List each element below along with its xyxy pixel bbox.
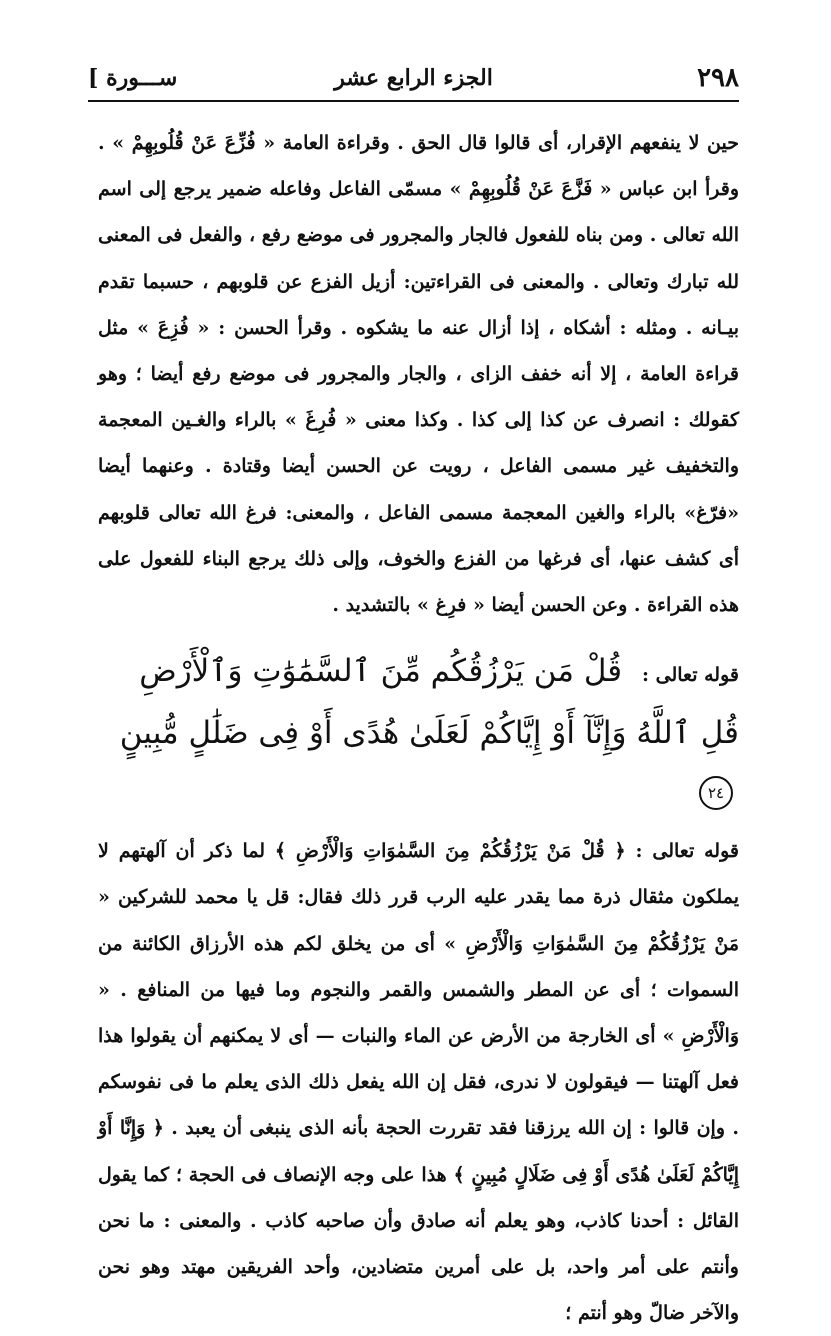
- verse-intro: قوله تعالى :: [642, 664, 739, 687]
- verse-text: قُلْ مَن يَرْزُقُكُم مِّنَ ٱلسَّمَٰوَٰتِ وَٱلْأَرْضِ قُلِ ٱللَّهُ وَإِنَّآ أَوْ إِيَّاكُمْ لَعَلَىٰ هُدًى أَوْ فِى ضَلَٰلٍ مُّبِينٍ: [119, 653, 739, 752]
- ayah-number-marker: ٢٤: [699, 776, 733, 810]
- surah-name: [ ســـورة: [88, 65, 178, 91]
- running-title: الجزء الرابع عشر: [334, 65, 493, 91]
- commentary-paragraph: قوله تعالى : ﴿ قُلْ مَنْ يَرْزُقُكُمْ مِنَ السَّمٰوَاتِ وَالْأَرْضِ ﴾ لما ذكر أن آلهتهم لا يملكون مثقال ذرة مما يقدر عليه الرب قرر ذلك فقال: قل يا محمد للشركين « مَنْ يَرْزُقُكُمْ مِنَ السَّمٰوَاتِ وَالْأَرْضِ » أى من يخلق لكم هذه الأرزاق الكائنة من السموات ؛ أى عن المطر والشمس والقمر والنجوم وما فيها من المنافع . « وَالْأَرْضِ » أى الخارجة من الأرض عن الماء والنبات — أى لا يمكنهم أن يقولوا هذا فعل آلهتنا — فيقولون لا ندرى، فقل إن الله يفعل ذلك الذى يعلم ما فى نفوسكم . وإن قالوا : إن الله يرزقنا فقد تقررت الحجة بأنه الذى ينبغى أن يعبد . ﴿ وَإِنَّا أَوْ إِيَّاكُمْ لَعَلَىٰ هُدًى أَوْ فِى ضَلَالٍ مُبِينٍ ﴾ هذا على وجه الإنصاف فى الحجة ؛ كما يقول القائل : أحدنا كاذب، وهو يعلم أنه صادق وأن صاحبه كاذب . والمعنى : ما نحن وأنتم على أمر واحد، بل على أمرين متضادين، وأحد الفريقين مهتد وهو نحن والآخر ضالّ وهو أنتم ؛: [98, 840, 739, 1325]
- commentary-paragraph: حين لا ينفعهم الإقرار، أى قالوا قال الحق . وقراءة العامة « فُزِّعَ عَنْ قُلُوبِهِمْ » . وقرأ ابن عباس « فَزَّعَ عَنْ قُلُوبِهِمْ » مسمّى الفاعل وفاعله ضمير يرجع إلى اسم الله تعالى . ومن بناه للفعول فالجار والمجرور فى موضع رفع ، والفعل فى المعنى لله تبارك وتعالى . والمعنى فى القراءتين: أزيل الفزع عن قلوبهم ، حسبما تقدم بيـانه . ومثله : أشكاه ، إذا أزال عنه ما يشكوه . وقرأ الحسن : « فُزِعَ » مثل قراءة العامة ، إلا أنه خفف الزاى ، والجار والمجرور فى موضع رفع أيضا ؛ وهو كقولك : انصرف عن كذا إلى كذا . وكذا معنى « فُرِغَ » بالراء والغـين المعجمة والتخفيف غير مسمى الفاعل ، رويت عن الحسن أيضا وقتادة . وعنهما أيضا «فرّغ» بالراء والغين المعجمة مسمى الفاعل ، والمعنى: فرغ الله تعالى قلوبهم أى كشف عنها، أى فرغها من الفزع والخوف، وإلى ذلك يرجع البناء للفعول على هذه القراءة . وعن الحسن أيضا « فرِغ » بالتشديد .: [98, 132, 739, 617]
- quran-verse: [98, 642, 739, 820]
- page-body: [98, 120, 739, 1336]
- page-number: ٢٩٨: [697, 63, 739, 93]
- page-header: [88, 56, 739, 102]
